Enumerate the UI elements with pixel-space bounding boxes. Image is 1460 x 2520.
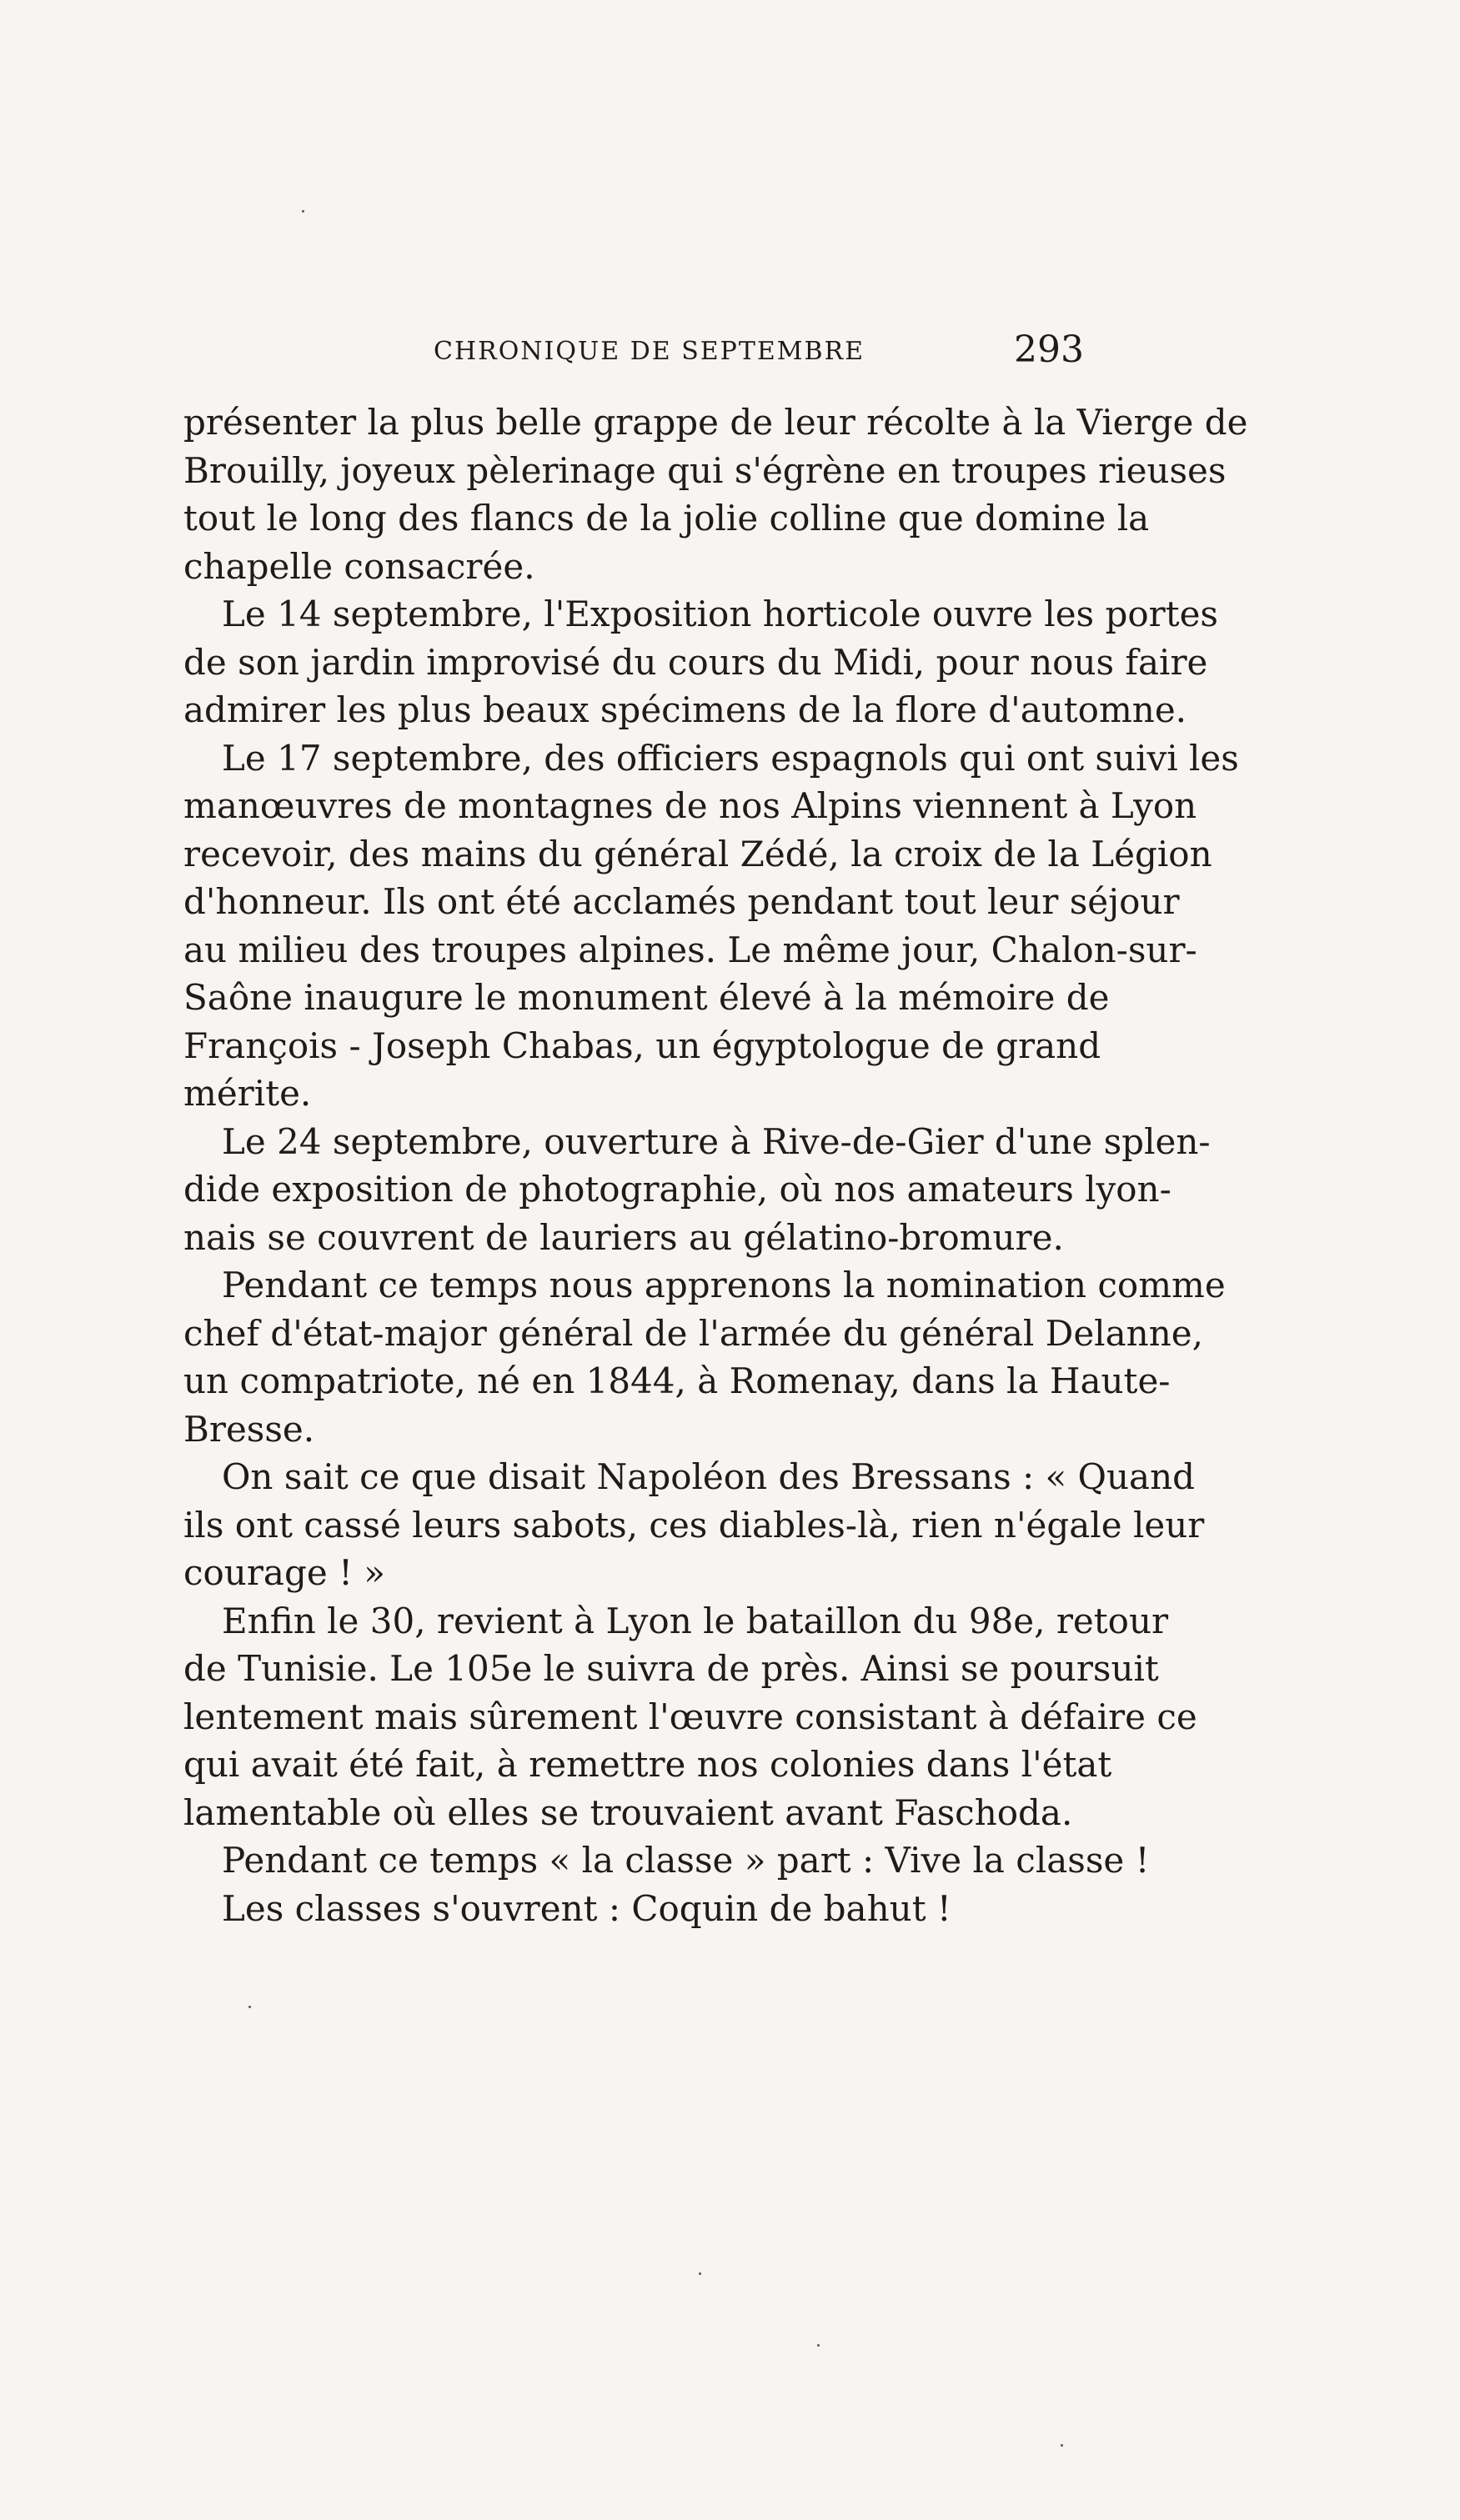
paragraph-first-line: Le 14 septembre, l'Exposition horticole ouvre les portes xyxy=(222,594,1218,634)
paper-speck xyxy=(817,2344,820,2347)
paragraph-first-line: Le 17 septembre, des officiers espagnols qui ont suivi les xyxy=(222,737,1239,779)
paragraph-first-line: On sait ce que disait Napoléon des Bressans : « Quand xyxy=(222,1456,1196,1497)
text-line: Bresse. xyxy=(183,1408,315,1450)
text-line: présenter la plus belle grappe de leur récolte à la Vierge de xyxy=(183,402,1248,443)
text-line: François - Joseph Chabas, un égyptologue de grand xyxy=(183,1025,1101,1066)
text-line: lamentable où elles se trouvaient avant Faschoda. xyxy=(183,1791,1073,1833)
text-line: nais se couvrent de lauriers au gélatino-bromure. xyxy=(183,1216,1064,1258)
text-line: tout le long des flancs de la jolie colline que domine la xyxy=(183,498,1150,539)
paper-speck xyxy=(699,2272,701,2275)
text-line: lentement mais sûrement l'œuvre consistant à défaire ce xyxy=(183,1696,1197,1737)
text-line: admirer les plus beaux spécimens de la flore d'automne. xyxy=(183,689,1187,730)
text-line: au milieu des troupes alpines. Le même jour, Chalon-sur- xyxy=(183,929,1197,970)
paragraph-first-line: Les classes s'ouvrent : Coquin de bahut ! xyxy=(222,1887,951,1929)
running-head xyxy=(183,328,1084,382)
text-line: manœuvres de montagnes de nos Alpins viennent à Lyon xyxy=(183,785,1197,826)
page-number: 293 xyxy=(1014,328,1084,371)
text-line: chef d'état-major général de l'armée du général Delanne, xyxy=(183,1312,1203,1354)
text-line: de Tunisie. Le 105e le suivra de près. Ainsi se poursuit xyxy=(183,1648,1159,1689)
text-line: courage ! » xyxy=(183,1552,385,1593)
text-line: qui avait été fait, à remettre nos colonies dans l'état xyxy=(183,1744,1112,1785)
paragraph-first-line: Pendant ce temps « la classe » part : Vive la classe ! xyxy=(222,1840,1150,1881)
text-line: mérite. xyxy=(183,1073,312,1114)
text-line: un compatriote, né en 1844, à Romenay, dans la Haute- xyxy=(183,1360,1171,1401)
text-line: dide exposition de photographie, où nos amateurs lyon- xyxy=(183,1169,1172,1210)
text-line: de son jardin improvisé du cours du Midi, pour nous faire xyxy=(183,641,1208,683)
paper-speck xyxy=(302,210,304,213)
body-text xyxy=(183,398,1248,1932)
text-line: d'honneur. Ils ont été acclamés pendant tout leur séjour xyxy=(183,881,1180,922)
paragraph-first-line: Le 24 septembre, ouverture à Rive-de-Gier d'une splen- xyxy=(222,1120,1211,1162)
paper-speck xyxy=(248,2006,251,2008)
paragraph-first-line: Enfin le 30, revient à Lyon le bataillon du 98e, retour xyxy=(222,1600,1169,1641)
running-title: CHRONIQUE DE SEPTEMBRE xyxy=(434,337,865,366)
paper-speck xyxy=(1061,2444,1063,2447)
paragraph-first-line: Pendant ce temps nous apprenons la nomination comme xyxy=(222,1265,1226,1305)
text-line: recevoir, des mains du général Zédé, la croix de la Légion xyxy=(183,833,1212,874)
text-line: Brouilly, joyeux pèlerinage qui s'égrène en troupes rieuses xyxy=(183,449,1227,491)
text-line: ils ont cassé leurs sabots, ces diables-là, rien n'égale leur xyxy=(183,1504,1205,1546)
text-line: Saône inaugure le monument élevé à la mémoire de xyxy=(183,977,1110,1018)
text-line: chapelle consacrée. xyxy=(183,545,535,587)
